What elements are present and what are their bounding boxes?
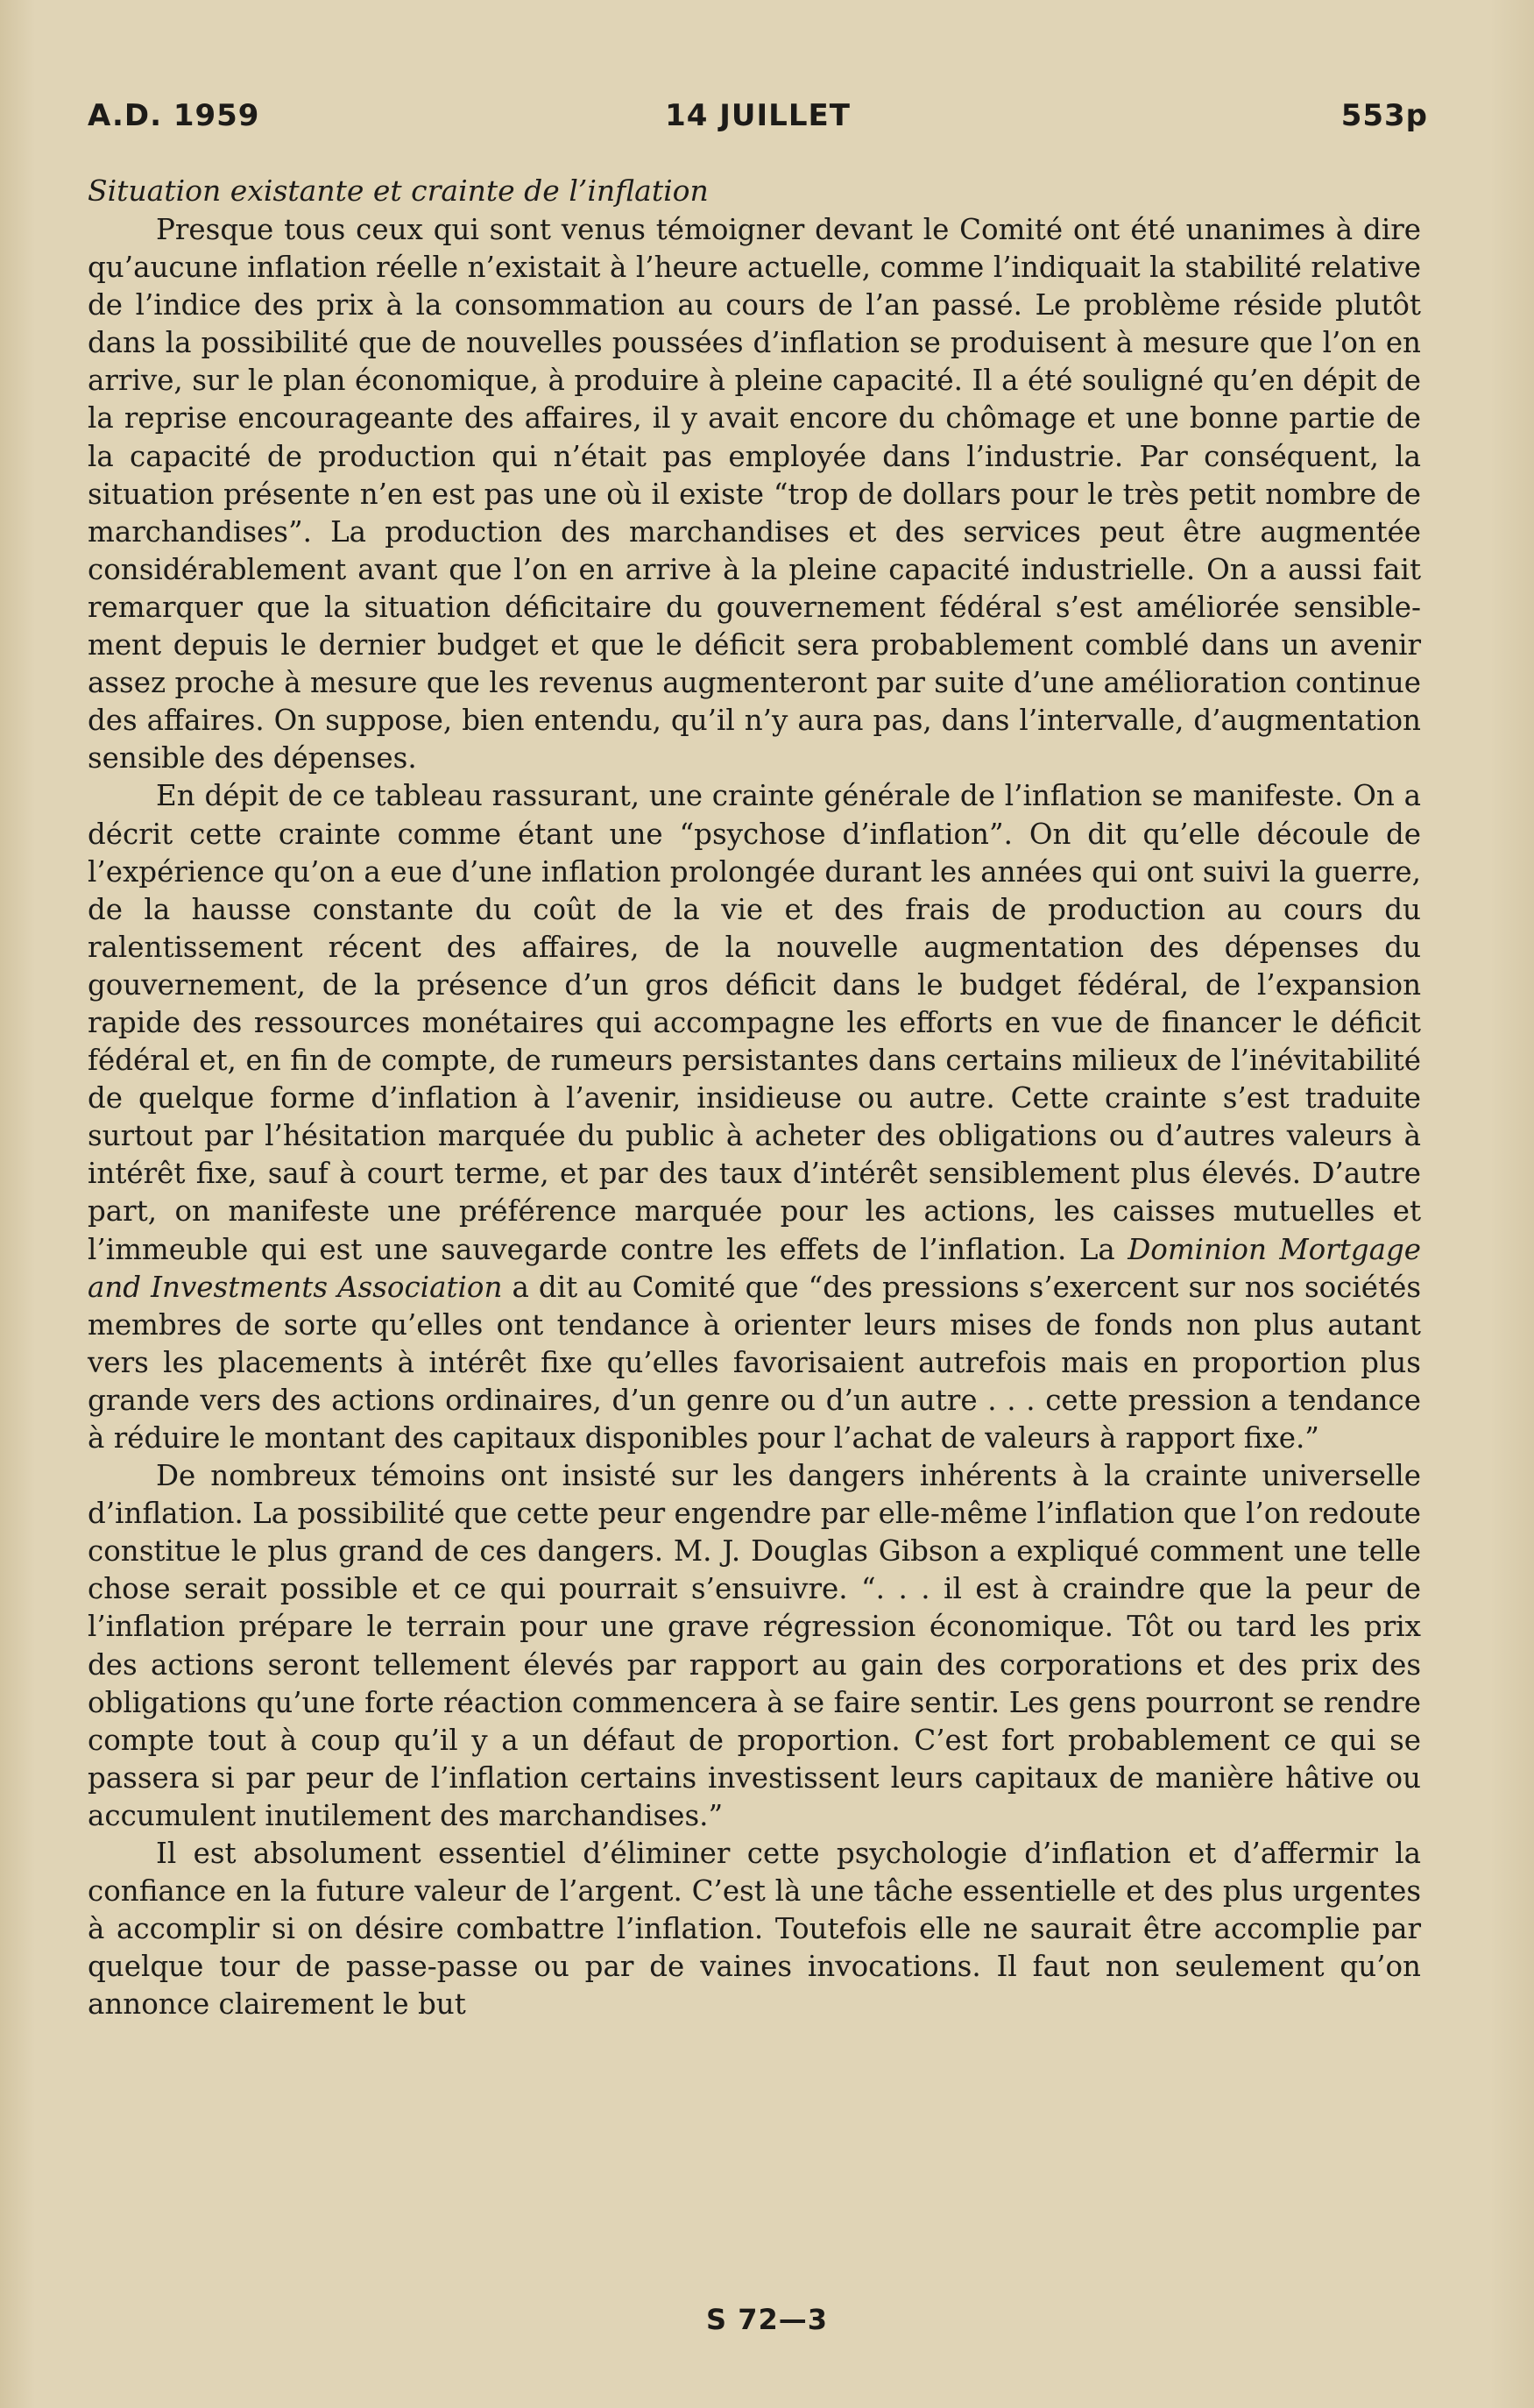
paragraph-2-continued: a dit au Comité que “des pressions s’exercent sur nos sociétés membres de sorte qu’elles ont tendance à orienter leurs mises de fonds non plus autant vers les placements à intérêt fixe qu’elles favorisaient autrefois mais en proportion plus grande vers des actions ordinaires, d’un genre ou d’un autre . . . cette pression a tendance à réduire le montant des capitaux disponibles pour l’achat de valeurs à rapport fixe.” (88, 1270, 1421, 1455)
header-date: 14 JUILLET (665, 98, 851, 133)
section-title: Situation existante et crainte de l’inflation (88, 174, 709, 208)
body-text (88, 172, 1421, 2024)
header-page-number: 553p (1340, 98, 1428, 133)
paragraph-3: De nombreux témoins ont insisté sur les dangers inhérents à la crainte universelle d’inflation. La possibilité que cette peur engendre par elle-même l’inflation que l’on redoute constitue le plus grand de ces dangers. M. J. Douglas Gibson a expliqué comment une telle chose serait possible et ce qui pourrait s’ensuivre. “. . . il est à craindre que la peur de l’inflation prépare le terrain pour une grave régression économique. Tôt ou tard les prix des actions seront tellement élevés par rapport au gain des corporations et des prix des obligations qu’une forte réaction commencera à se faire sentir. Les gens pourront se rendre compte tout à coup qu’il y a un défaut de proportion. C’est fort probablement ce qui se passera si par peur de l’inflation certains investissent leurs capitaux de manière hâtive ou accumulent inutilement des marchandises.” (88, 1459, 1421, 1832)
page-footer: S 72—3 (706, 2303, 828, 2336)
paragraph-2-text: En dépit de ce tableau rassurant, une crainte générale de l’inflation se manifeste. On a décrit cette crainte comme étant une “psychose d’inflation”. On dit qu’elle découle de l’expérience qu’on a eue d’une inflation prolongée durant les années qui ont suivi la guerre, de la hausse constante du coût de la vie et des frais de production au cours du ralentissement récent des affaires, de la nouvelle augmentation des dépenses du gouvernement, de la présence d’un gros déficit dans le budget fédéral, de l’expansion rapide des ressources monétaires qui accompagne les efforts en vue de financer le déficit fédéral et, en fin de compte, de rumeurs persistantes dans certains milieux de l’inévitabilité de quelque forme d’inflation à l’avenir, insidieuse ou autre. Cette crainte s’est traduite surtout par l’hésitation marquée du public à acheter des obligations ou d’autres valeurs à intérêt fixe, sauf à court terme, et par des taux d’intérêt sensiblement plus élevés. D’autre part, on manifeste une préférence marquée pour les actions, les caisses mutuelles et l’immeuble qui est une sauvegarde contre les effets de l’inflation. La (88, 779, 1421, 1266)
header-year: A.D. 1959 (88, 98, 260, 133)
paragraph-2 (88, 777, 1421, 1457)
paragraph-1: Presque tous ceux qui sont venus témoigner devant le Comité ont été unanimes à dire qu’aucune inflation réelle n’existait à l’heure actuelle, comme l’indiquait la stabilité relative de l’indice des prix à la consommation au cours de l’an passé. Le problème réside plutôt dans la possibilité que de nouvelles poussées d’inflation se produisent à mesure que l’on en arrive, sur le plan économique, à produire à pleine capacité. Il a été souligné qu’en dépit de la reprise encourageante des affaires, il y avait encore du chômage et une bonne partie de la capacité de production qui n’était pas employée dans l’industrie. Par conséquent, la situation présente n’en est pas une où il existe “trop de dollars pour le très petit nombre de marchandises”. La production des marchandises et des services peut être augmentée considérablement avant que l’on en arrive à la pleine capacité industrielle. On a aussi fait remarquer que la situation déficitaire du gouvernement fédéral s’est améliorée sensiblement depuis le dernier budget et que le déficit sera probablement comblé dans un avenir assez proche à mesure que les revenus augmenteront par suite d’une amélioration continue des affaires. On suppose, bien entendu, qu’il n’y aura pas, dans l’intervalle, d’augmentation sensible des dépenses. (88, 213, 1421, 776)
association-name: Dominion Mortgage and Investments Association (88, 1232, 1421, 1304)
paragraph-4: Il est absolument essentiel d’éliminer cette psychologie d’inflation et d’affermir la confiance en la future valeur de l’argent. C’est là une tâche essentielle et des plus urgentes à accomplir si on désire combattre l’inflation. Toutefois elle ne saurait être accomplie par quelque tour de passe-passe ou par de vaines invocations. Il faut non seulement qu’on annonce clairement le but (88, 1837, 1421, 2022)
page-header (88, 98, 1428, 142)
